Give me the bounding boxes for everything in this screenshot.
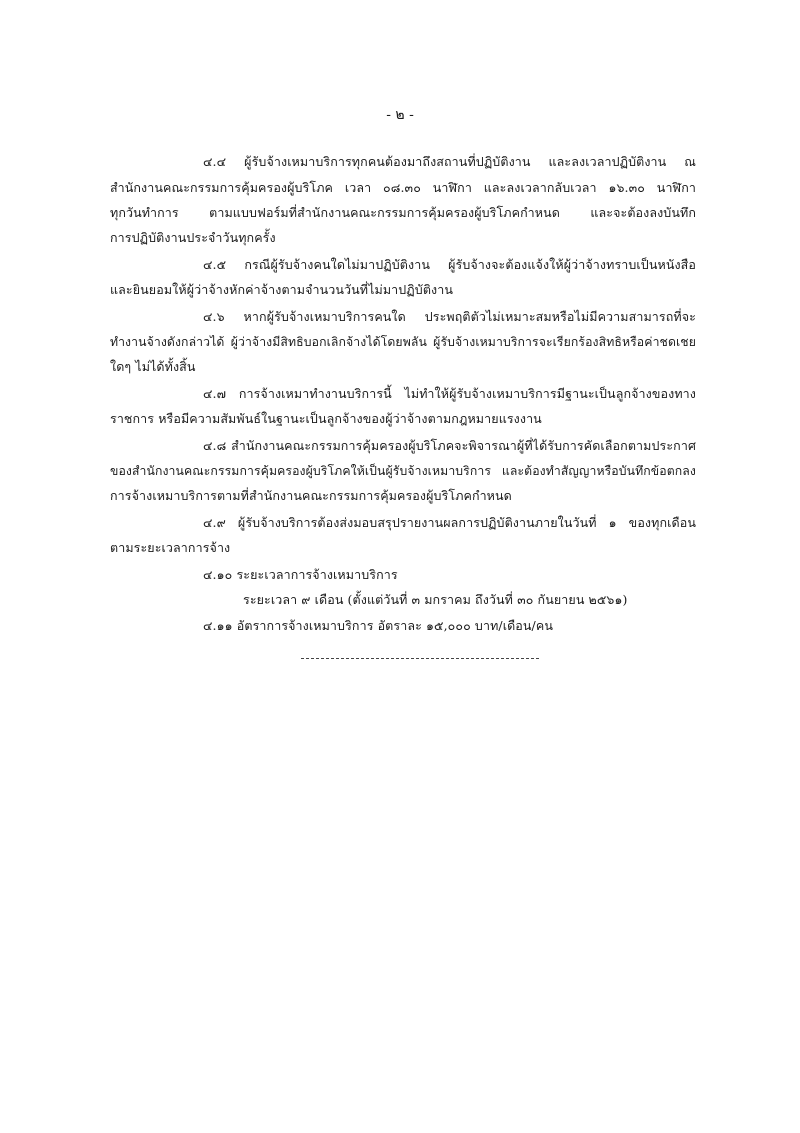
paragraph-4-8-line-3: การจ้างเหมาบริการตามที่สำนักงานคณะกรรมการคุ้มครองผู้บริโภคกำหนด (110, 488, 512, 503)
paragraph-4-6-line-2: ทำงานจ้างดังกล่าวได้ ผู้ว่าจ้างมีสิทธิบอกเลิกจ้างได้โดยพลัน ผู้รับจ้างเหมาบริการจะเรียกร้องสิทธิหรือค่าชดเชย (110, 335, 696, 349)
paragraph-4-7-line-2: ราชการ หรือมีความสัมพันธ์ในฐานะเป็นลูกจ้างของผู้ว่าจ้างตามกฎหมายแรงงาน (110, 411, 542, 426)
paragraph-4-4-line-3: ทุกวันทำการ ตามแบบฟอร์มที่สำนักงานคณะกรรมการคุ้มครองผู้บริโภคกำหนด และจะต้องลงบันทึก (110, 205, 696, 220)
paragraph-4-11-rate: ๔.๑๑ อัตราการจ้างเหมาบริการ อัตราละ ๑๕,๐๐๐ บาท/เดือน/คน (203, 618, 553, 633)
paragraph-4-5-line-1: ๔.๕ กรณีผู้รับจ้างคนใดไม่มาปฏิบัติงาน ผู้รับจ้างจะต้องแจ้งให้ผู้ว่าจ้างทราบเป็นหนังสือ (203, 257, 696, 272)
page-number: - ๒ - (386, 107, 414, 123)
paragraph-4-8-line-1: ๔.๘ สำนักงานคณะกรรมการคุ้มครองผู้บริโภคจะพิจารณาผู้ที่ได้รับการคัดเลือกตามประกาศ (203, 438, 696, 453)
paragraph-4-10-duration: ระยะเวลา ๙ เดือน (ตั้งแต่วันที่ ๓ มกราคม ถึงวันที่ ๓๐ กันยายน ๒๕๖๑) (243, 592, 628, 607)
paragraph-4-4-line-2: สำนักงานคณะกรรมการคุ้มครองผู้บริโภค เวลา ๐๘.๓๐ นาฬิกา และลงเวลากลับเวลา ๑๖.๓๐ นาฬิกา (110, 180, 696, 195)
paragraph-4-9-line-2: ตามระยะเวลาการจ้าง (110, 540, 231, 555)
paragraph-4-4-line-1: ๔.๔ ผู้รับจ้างเหมาบริการทุกคนต้องมาถึงสถานที่ปฏิบัติงาน และลงเวลาปฏิบัติงาน ณ (203, 154, 696, 169)
paragraph-4-4-line-4: การปฏิบัติงานประจำวันทุกครั้ง (110, 230, 276, 245)
paragraph-4-6-line-3: ใดๆ ไม่ได้ทั้งสิ้น (110, 359, 196, 374)
paragraph-4-5-line-2: และยินยอมให้ผู้ว่าจ้างหักค่าจ้างตามจำนวนวันที่ไม่มาปฏิบัติงาน (110, 282, 454, 297)
paragraph-4-10-heading: ๔.๑๐ ระยะเวลาการจ้างเหมาบริการ (203, 567, 398, 582)
closing-dashed-rule (301, 658, 539, 659)
paragraph-4-7-line-1: ๔.๗ การจ้างเหมาทำงานบริการนี้ ไม่ทำให้ผู้รับจ้างเหมาบริการมีฐานะเป็นลูกจ้างของทาง (203, 386, 696, 401)
paragraph-4-8-line-2: ของสำนักงานคณะกรรมการคุ้มครองผู้บริโภคให้เป็นผู้รับจ้างเหมาบริการ และต้องทำสัญญาหรือบันทึกข้อตกลง (110, 464, 696, 478)
paragraph-4-6-line-1: ๔.๖ หากผู้รับจ้างเหมาบริการคนใด ประพฤติตัวไม่เหมาะสมหรือไม่มีความสามารถที่จะ (203, 309, 696, 324)
paragraph-4-9-line-1: ๔.๙ ผู้รับจ้างบริการต้องส่งมอบสรุปรายงานผลการปฏิบัติงานภายในวันที่ ๑ ของทุกเดือน (203, 515, 696, 530)
